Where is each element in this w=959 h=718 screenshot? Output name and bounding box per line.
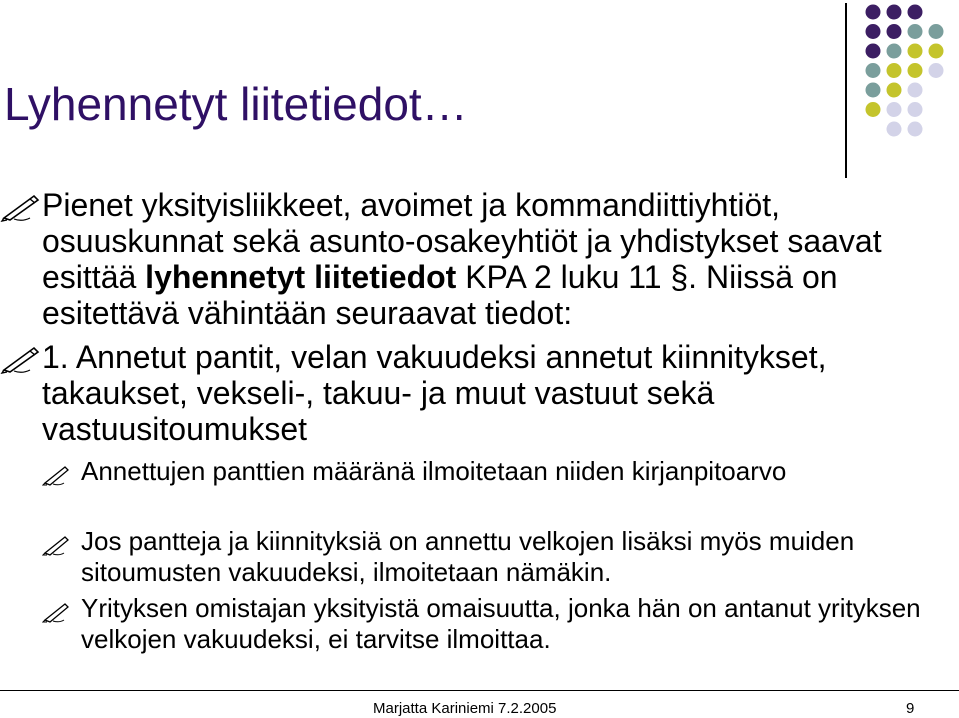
sub-bullet-text-3: Yrityksen omistajan yksityistä omaisuutta, jonka hän on antanut yrityksen velkojen vakuudeksi, ei tarvitse ilmoittaa.	[81, 593, 921, 654]
bullet-1-part2: KPA 2 luku 11 §. Niissä on esitettävä vähintään seuraavat tiedot:	[42, 259, 838, 331]
writing-hand-icon	[42, 464, 72, 486]
decorative-dot	[887, 63, 902, 78]
bullet-1-bold: lyhennetyt liitetiedot	[145, 259, 457, 295]
decorative-dot	[908, 24, 923, 39]
writing-hand-icon	[0, 192, 44, 222]
decorative-dot	[866, 44, 881, 59]
decorative-dot	[887, 5, 902, 20]
decorative-dot-grid	[863, 3, 959, 153]
footer-divider	[0, 690, 959, 691]
decorative-dot	[929, 44, 944, 59]
divider-line	[845, 3, 847, 178]
decorative-dot	[908, 122, 923, 137]
sub-bullet-text-1: Annettujen panttien määränä ilmoitetaan niiden kirjanpitoarvo	[81, 456, 787, 486]
writing-hand-icon	[0, 344, 44, 374]
writing-hand-icon	[42, 534, 72, 556]
decorative-dot	[866, 24, 881, 39]
decorative-dot	[908, 102, 923, 117]
decorative-dot	[887, 24, 902, 39]
sub-bullet-text-2: Jos pantteja ja kiinnityksiä on annettu velkojen lisäksi myös muiden sitoumusten vakuudeksi, ilmoitetaan nämäkin.	[81, 526, 855, 587]
decorative-dot	[866, 83, 881, 98]
slide-title: Lyhennetyt liitetiedot…	[4, 78, 468, 130]
decorative-dot	[929, 63, 944, 78]
decorative-dot	[887, 122, 902, 137]
decorative-dot	[866, 5, 881, 20]
bullet-text-1	[42, 187, 922, 331]
decorative-dot	[866, 63, 881, 78]
bullet-1-part1: Pienet yksityisliikkeet, avoimet ja kommandiittiyhtiöt, osuuskunnat sekä asunto-osakeyhtiöt ja yhdistykset saavat esittää	[42, 187, 882, 295]
decorative-dot	[887, 102, 902, 117]
bullet-text-2: 1. Annetut pantit, velan vakuudeksi annetut kiinnitykset, takaukset, vekseli-, takuu- ja muut vastuut sekä vastuusitoumukset	[42, 339, 827, 447]
decorative-dot	[929, 24, 944, 39]
decorative-dot	[866, 102, 881, 117]
decorative-dot	[908, 63, 923, 78]
decorative-dot	[908, 44, 923, 59]
page-number: 9	[906, 700, 915, 717]
decorative-dot	[908, 5, 923, 20]
decorative-dot	[887, 44, 902, 59]
decorative-dot	[908, 83, 923, 98]
decorative-dot	[887, 83, 902, 98]
footer-author: Marjatta Kariniemi 7.2.2005	[373, 700, 557, 717]
writing-hand-icon	[42, 601, 72, 623]
